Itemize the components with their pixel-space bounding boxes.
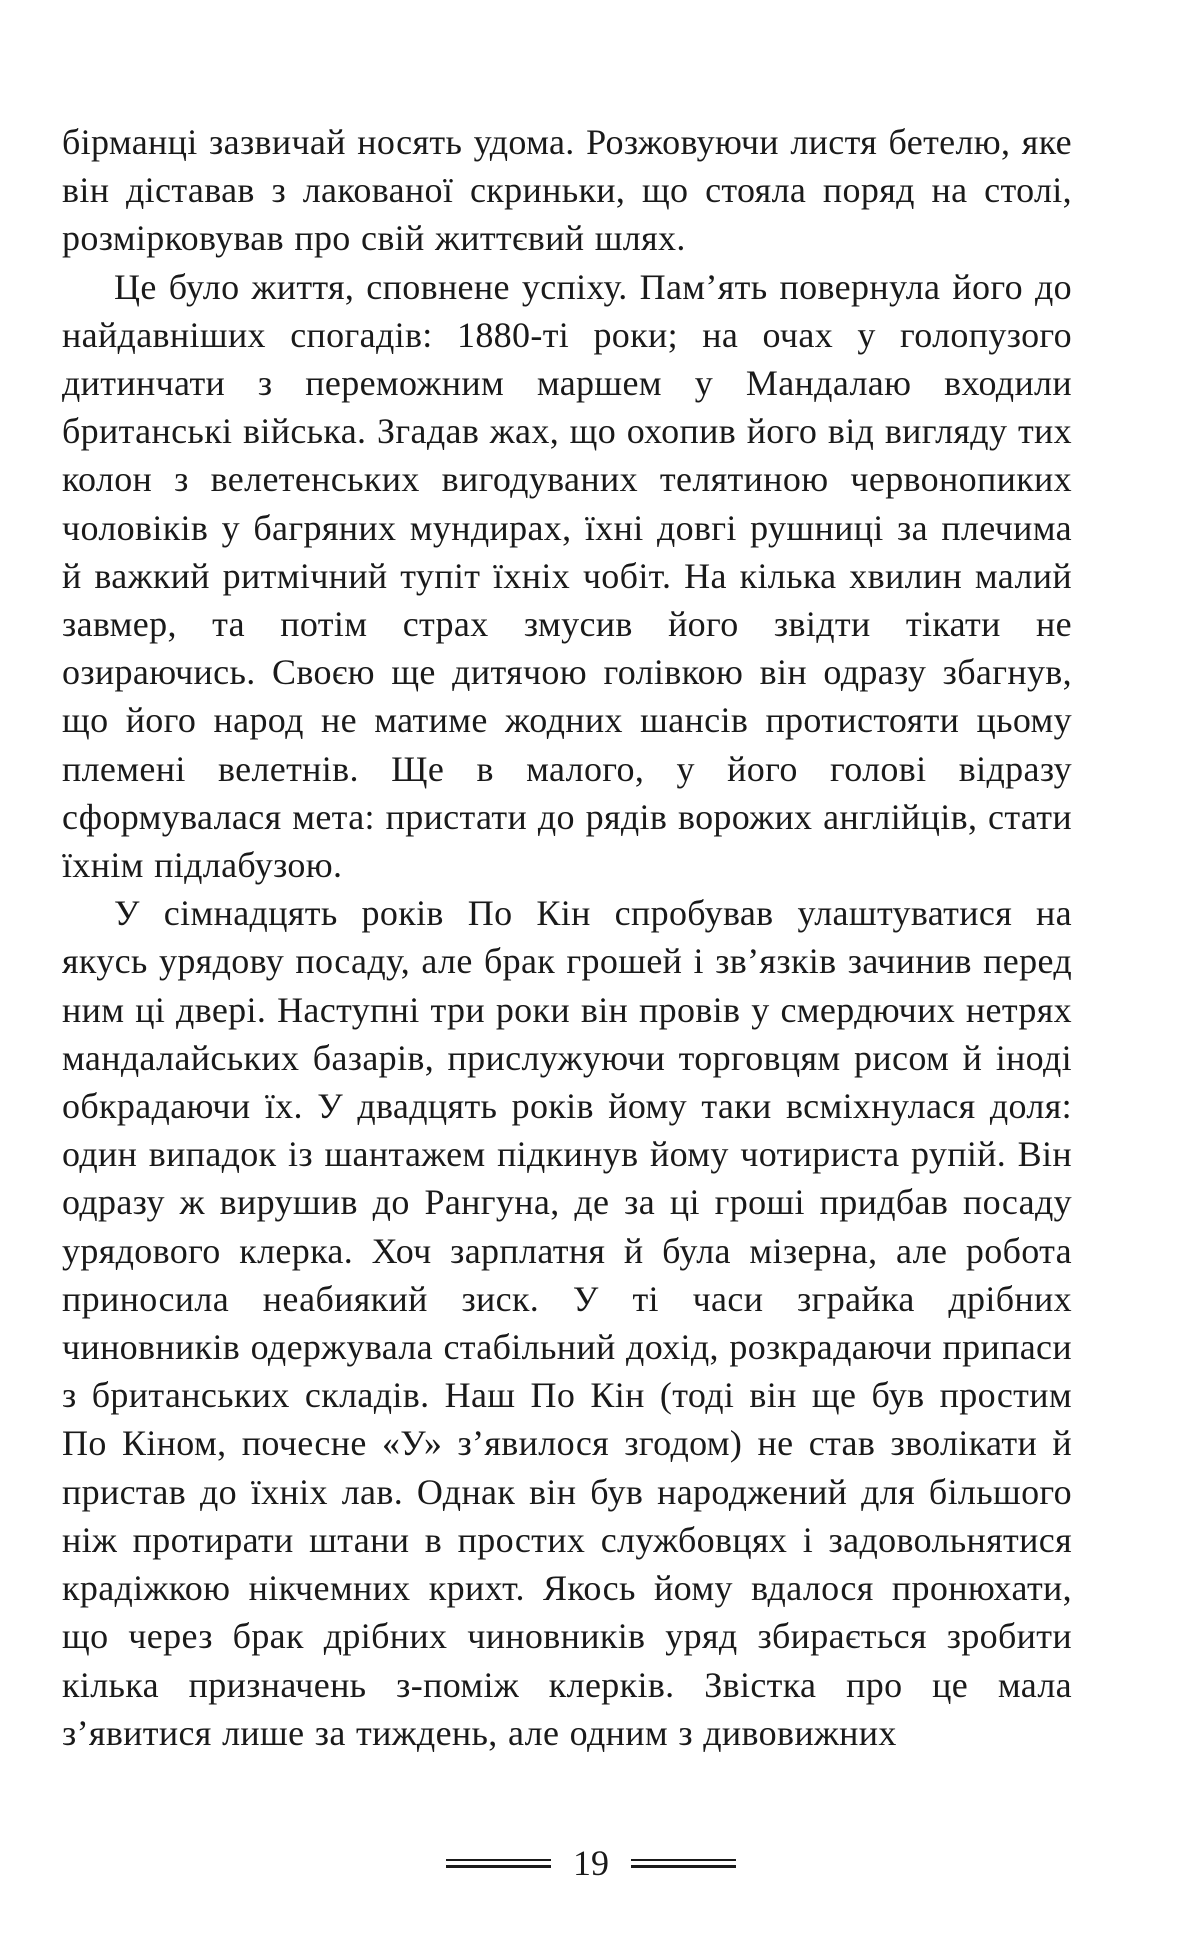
left-double-rule <box>446 1859 551 1868</box>
page-body <box>62 118 1072 1757</box>
paragraph-2: Це було життя, сповнене успіху. Пам’ять повернула його до найдавніших спогадів: 1880-ті роки; на очах у голопузого дитинчати з переможним маршем у Мандалаю входили британські війська. Згадав жах, що охопив його від вигляду тих колон з велетенських вигодуваних телятиною червонопиких чоловіків у багряних мундирах, їхні довгі рушниці за плечима й важкий ритмічний тупіт їхніх чобіт. На кілька хвилин малий завмер, та потім страх змусив його звідти тікати не озираючись. Своєю ще дитячою голівкою він одразу збагнув, що його народ не матиме жодних шансів протистояти цьому племені велетнів. Ще в малого, у його голові відразу сформувалася мета: пристати до рядів ворожих англійців, стати їхнім підлабузою. <box>62 266 1072 886</box>
paragraph-1: бірманці зазвичай носять удома. Розжовуючи листя бетелю, яке він діставав з лакованої скриньки, що стояла поряд на столі, розмірковував про свій життєвий шлях. <box>62 122 1072 259</box>
page-number: 19 <box>573 1843 609 1883</box>
page-footer <box>0 1843 1182 1883</box>
right-double-rule <box>631 1859 736 1868</box>
paragraph-3: У сімнадцять років По Кін спробував улаштуватися на якусь урядову посаду, але брак грошей і зв’язків зачинив перед ним ці двері. Наступні три роки він провів у смердючих нетрях мандалайських базарів, прислужуючи торговцям рисом й іноді обкрадаючи їх. У двадцять років йому таки всміхнулася доля: один випадок із шантажем підкинув йому чотириста рупій. Він одразу ж вирушив до Рангуна, де за ці гроші придбав посаду урядового клерка. Хоч зарплатня й була мізерна, але робота приносила неабиякий зиск. У ті часи зграйка дрібних чиновників одержувала стабільний дохід, розкрадаючи припаси з британських складів. Наш По Кін (тоді він ще був простим По Кіном, почесне «У» з’явилося згодом) не став зволікати й пристав до їхніх лав. Однак він був народжений для більшого ніж протирати штани в простих службовцях і задовольнятися крадіжкою нікчемних крихт. Якось йому вдалося пронюхати, що через брак дрібних чиновників уряд збирається зробити кілька призначень з-поміж клерків. Звістка про це мала з’явитися лише за тиждень, але одним з дивовижних <box>62 893 1072 1753</box>
